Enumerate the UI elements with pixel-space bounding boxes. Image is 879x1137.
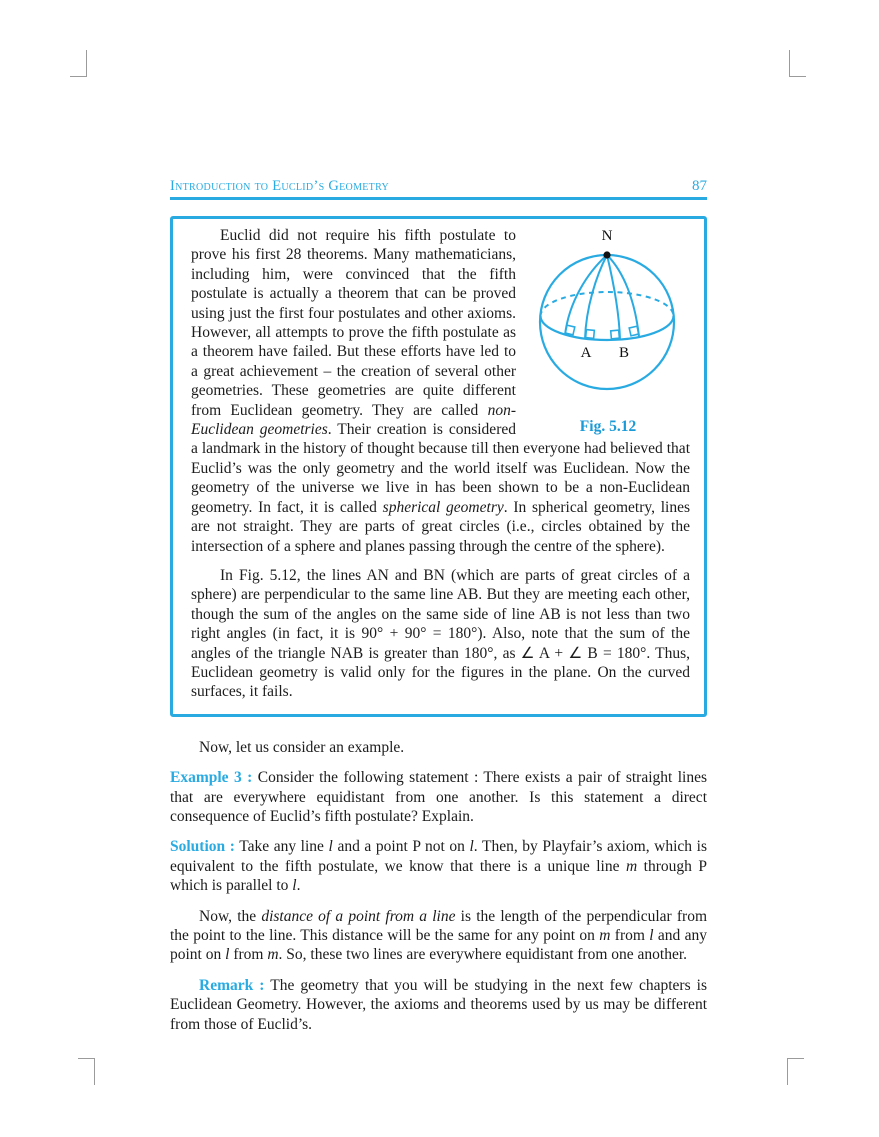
distance-text: Now, the	[199, 907, 262, 925]
distance-text: . So, these two lines are everywhere equidistant from one another.	[278, 946, 688, 964]
figure-5-12	[526, 226, 690, 436]
label-A: A	[580, 345, 592, 361]
var-l: l	[225, 946, 230, 964]
var-l: l	[649, 927, 654, 944]
figure-caption: Fig. 5.12	[579, 418, 637, 435]
distance-text: and any point on	[170, 927, 707, 964]
distance-text: is the length of the perpendicular from the point to the line. This distance will be the same for any point on	[170, 907, 707, 944]
label-N: N	[601, 228, 613, 244]
right-angle-mark-3	[611, 330, 620, 339]
page-content	[170, 178, 707, 1034]
intro-paragraph: Now, let us consider an example.	[199, 738, 405, 756]
box-para1-text: . Their creation is considered a landmark in the history of thought because till then everyone had believed that Euclid’s was the only geometry and the world itself was Euclidean. Now the geometry of the universe we live in has been shown to be a non-Euclidean geometry. In fact, it is called	[191, 421, 690, 516]
right-angle-mark-2	[586, 330, 595, 339]
example-3-text: Consider the following statement : There exists a pair of straight lines that are everywhere equidistant from one another. Is this statement a direct consequence of Euclid’s fifth postulate? Explain.	[170, 769, 708, 825]
crop-mark-bottom-right	[787, 1058, 804, 1085]
right-angle-mark-4	[629, 326, 639, 336]
example-3-paragraph	[170, 768, 707, 826]
label-B: B	[618, 345, 630, 361]
remark-paragraph	[170, 976, 707, 1034]
var-m: m	[625, 857, 638, 875]
remark-label: Remark :	[199, 976, 265, 994]
meridian-line-4	[607, 255, 639, 337]
var-m: m	[599, 927, 611, 944]
solution-paragraph	[170, 837, 707, 895]
crop-mark-top-right	[789, 50, 806, 77]
note-box	[170, 216, 707, 717]
crop-mark-bottom-left	[78, 1058, 95, 1085]
distance-paragraph	[170, 907, 707, 965]
term-distance-of-point-from-line: distance of a point from a line	[261, 907, 456, 925]
box-para1-text: . In spherical geometry, lines are not straight. They are parts of great circles (i.e., circles obtained by the intersection of a sphere and planes passing through the centre of the sphere).	[191, 498, 690, 555]
crop-mark-top-left	[70, 50, 87, 77]
sphere-circle	[540, 255, 674, 389]
solution-text: and a point P not on	[332, 838, 470, 856]
var-l: l	[292, 877, 297, 895]
box-paragraph-2: In Fig. 5.12, the lines AN and BN (which are parts of great circles of a sphere) are perpendicular to the same line AB. But they are meeting each other, though the sum of the angles on the same side of line AB is not less than two right angles (in fact, it is 90° + 90° = 180°). Also, note that the sum of the angles of the triangle NAB is greater than 180°, as ∠ A + ∠ B = 180°. Thus, Euclidean geometry is valid only for the figures in the plane. On the curved surfaces, it fails.	[191, 566, 690, 701]
term-non-euclidean-geometries: non-Euclidean geometries	[191, 401, 516, 439]
chapter-title: Introduction to Euclid’s Geometry	[170, 178, 390, 194]
var-m: m	[267, 946, 279, 964]
remark-text: The geometry that you will be studying in the next few chapters is Euclidean Geometry. However, the axioms and theorems used by us may be different from those of Euclid’s.	[170, 976, 707, 1033]
distance-text: from	[610, 927, 650, 944]
box-para1-text: Euclid did not require his fifth postulate to prove his first 28 theorems. Many mathematicians, including him, were convinced that the fifth postulate is actually a theorem that can be proved using just the first four postulates and other axioms. However, all attempts to prove the fifth postulate as a theorem have failed. But these efforts have led to a great achievement – the creation of several other geometries. These geometries are quite different from Euclidean geometry. They are called	[191, 227, 516, 419]
equator-front	[541, 316, 674, 340]
solution-label: Solution :	[170, 838, 235, 856]
solution-text: Take any line	[234, 838, 329, 856]
sphere-diagram	[529, 226, 687, 412]
running-header	[170, 178, 707, 194]
page-number: 87	[692, 178, 707, 194]
var-l: l	[328, 838, 333, 856]
body-text	[170, 738, 707, 1034]
solution-text: through P which is parallel to	[170, 857, 707, 895]
term-spherical-geometry: spherical geometry	[382, 498, 504, 516]
solution-text: .	[296, 877, 301, 895]
right-angle-mark-1	[565, 325, 575, 335]
solution-text: . Then, by Playfair’s axiom, which is equivalent to the fifth postulate, we know that there is a unique line	[170, 838, 707, 875]
equator-back-dashed	[541, 292, 674, 316]
north-pole-dot	[603, 251, 610, 258]
var-l: l	[469, 838, 474, 856]
header-rule	[170, 197, 707, 200]
distance-text: from	[229, 946, 268, 964]
example-3-label: Example 3 :	[170, 769, 253, 787]
